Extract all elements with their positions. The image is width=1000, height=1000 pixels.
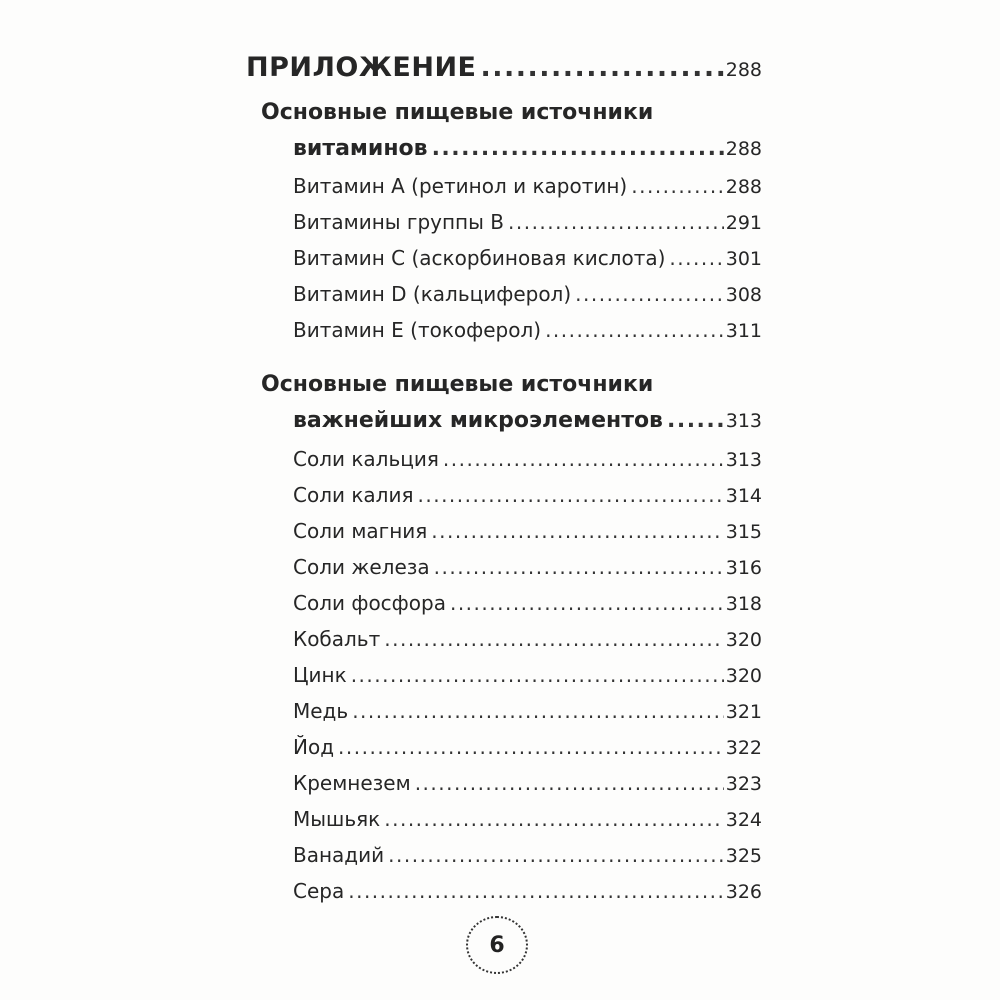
entry-label: Ванадий [293,843,385,867]
entry-page: 318 [725,593,762,615]
microelements-page: 313 [725,410,762,432]
entry-page: 320 [725,665,762,687]
entry-label: Витамин А (ретинол и каротин) [293,174,628,198]
entry-label: Витамин D (кальциферол) [293,282,572,306]
entry-label: Витамин С (аскорбиновая кислота) [293,246,666,270]
toc-entry-element[interactable] [293,483,762,507]
entry-label: Витамин Е (токоферол) [293,318,542,342]
entry-label: Медь [293,699,349,723]
dot-leader [450,591,724,615]
entry-label: Цинк [293,663,347,687]
entry-page: 325 [725,845,762,867]
dot-leader [431,519,723,543]
dot-leader [545,318,724,342]
microelements-heading-line1 [261,372,653,397]
toc-entry-element[interactable] [293,627,762,651]
dot-leader [352,699,724,723]
entry-page: 324 [725,809,762,831]
dot-leader [338,735,724,759]
entry-label: Соли кальция [293,447,439,471]
toc-entry-vitamins[interactable] [293,136,762,161]
dot-leader [432,136,724,161]
toc-entry-element[interactable] [293,879,762,903]
toc-entry-element[interactable] [293,663,762,687]
toc-entry-element[interactable] [293,555,762,579]
entry-label: Мышьяк [293,807,381,831]
dot-leader [508,210,724,234]
toc-entry-vitamin[interactable] [293,282,762,306]
dot-leader [667,408,724,433]
entry-page: 311 [725,320,762,342]
toc-entry-element[interactable] [293,843,762,867]
dot-leader [669,246,723,270]
toc-entry-element[interactable] [293,447,762,471]
entry-page: 320 [725,629,762,651]
dot-leader [348,879,724,903]
entry-page: 308 [725,284,762,306]
dot-leader [351,663,724,687]
entry-label: Кремнезем [293,771,411,795]
toc-entry-vitamin[interactable] [293,246,762,270]
entry-page: 288 [725,176,762,198]
entry-label: Сера [293,879,345,903]
toc-entry-element[interactable] [293,591,762,615]
entry-page: 291 [725,212,762,234]
entry-page: 315 [725,521,762,543]
entry-page: 313 [725,449,762,471]
page-number: 6 [489,932,505,958]
dot-leader [388,843,724,867]
entry-label: Витамины группы В [293,210,504,234]
toc-entry-vitamin[interactable] [293,210,762,234]
dot-leader [384,627,723,651]
dot-leader [575,282,724,306]
toc-entry-vitamin[interactable] [293,174,762,198]
entry-label: Соли железа [293,555,430,579]
appendix-title: ПРИЛОЖЕНИЕ [246,52,477,83]
entry-label: Соли магния [293,519,428,543]
vitamins-heading-text-2: витаминов [293,136,428,161]
microelements-heading-text: Основные пищевые источники [261,372,654,397]
toc-entry-appendix[interactable] [246,52,762,83]
dot-leader [443,447,724,471]
entry-page: 301 [725,248,762,270]
vitamins-heading-line1 [261,100,653,125]
entry-page: 316 [725,557,762,579]
entry-label: Йод [293,735,335,759]
entry-page: 322 [725,737,762,759]
toc-entry-element[interactable] [293,807,762,831]
entry-label: Соли калия [293,483,414,507]
dot-leader [434,555,724,579]
dot-leader [481,52,724,83]
page-number-badge [466,916,528,974]
toc-entry-element[interactable] [293,771,762,795]
dot-leader [384,807,723,831]
dot-leader [415,771,724,795]
vitamins-heading-text: Основные пищевые источники [261,100,654,125]
entry-label: Соли фосфора [293,591,446,615]
toc-entry-vitamin[interactable] [293,318,762,342]
toc-entry-element[interactable] [293,519,762,543]
entry-page: 326 [725,881,762,903]
entry-label: Кобальт [293,627,381,651]
microelements-heading-text-2: важнейших микроэлементов [293,408,663,433]
toc-entry-element[interactable] [293,735,762,759]
entry-page: 323 [725,773,762,795]
dot-leader [631,174,723,198]
vitamins-page: 288 [725,138,762,160]
toc-entry-microelements[interactable] [293,408,762,433]
toc-entry-element[interactable] [293,699,762,723]
dot-leader [418,483,724,507]
entry-page: 314 [725,485,762,507]
entry-page: 321 [725,701,762,723]
appendix-page: 288 [725,59,762,81]
